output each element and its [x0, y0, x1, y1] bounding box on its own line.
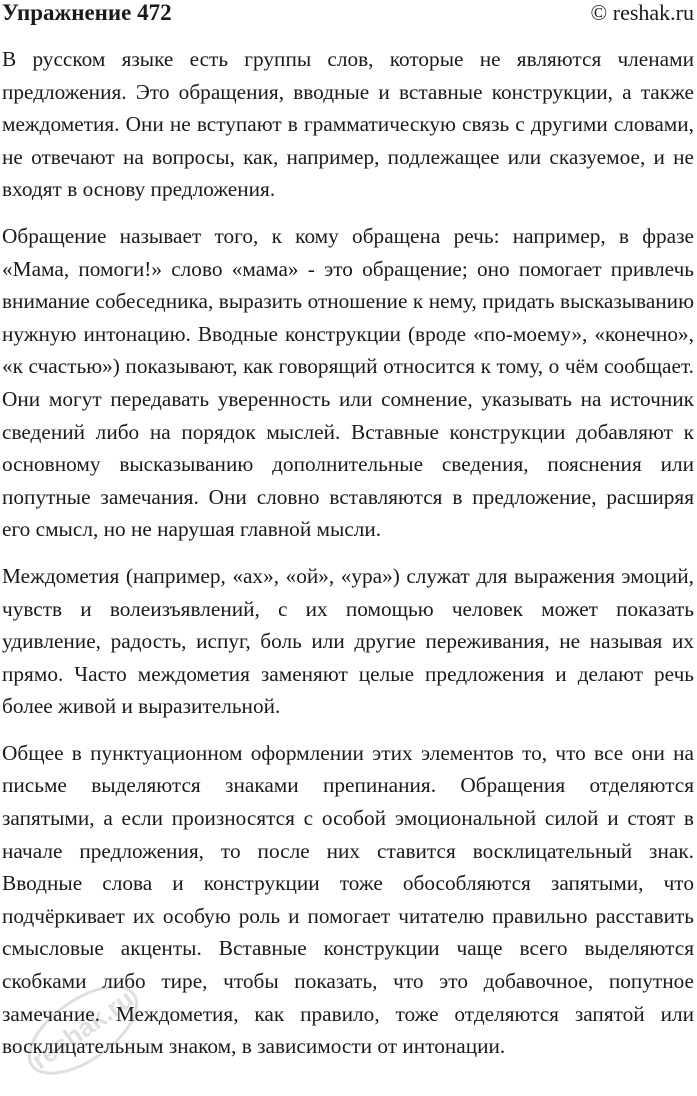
paragraph-4: Общее в пунктуационном оформлении этих элементов то, что все они на письме выделяются знаками препинания. Обращения отделяются запятыми, а если произносятся с особой эмоциональной силой и стоят в начале предложения, то после них ставится восклицательный знак. Вводные слова и конструкции тоже обособляются запятыми, что подчёркивает их особую роль и помогает читателю правильно расставить смысловые акценты. Вставные конструкции чаще всего выделяются скобками либо тире, чтобы показать, что это добавочное, попутное замечание. Междометия, как правило, тоже отделяются запятой или восклицательным знаком, в зависимости от интонации. [2, 740, 694, 1059]
paragraph-3: Междометия (например, «ах», «ой», «ура») служат для выражения эмоций, чувств и волеизъявлений, с их помощью человек может показать удивление, радость, испуг, боль или другие переживания, не называя их прямо. Часто междометия заменяют целые предложения и делают речь более живой и выразительной. [2, 563, 694, 719]
paragraph-2: Обращение называет того, к кому обращена речь: например, в фразе «Мама, помоги!» слово «мама» - это обращение; оно помогает привлечь внимание собеседника, выразить отношение к нему, придать высказыванию нужную интонацию. Вводные конструкции (вроде «по-моему», «конечно», «к счастью») показывают, как говорящий относится к тому, о чём сообщает. Они могут передавать уверенность или сомнение, указывать на источник сведений либо на порядок мыслей. Вставные конструкции добавляют к основному высказыванию дополнительные сведения, пояснения или попутные замечания. Они словно вставляются в предложение, расширяя его смысл, но не нарушая главной мысли. [2, 223, 694, 542]
paragraph-1: В русском языке есть группы слов, которые не являются членами предложения. Это обращения, вводные и вставные конструкции, а также междометия. Они не вступают в грамматическую связь с другими словами, не отвечают на вопросы, как, например, подлежащее или сказуемое, и не входят в основу предложения. [2, 47, 694, 202]
exercise-text [2, 43, 694, 1077]
copyright-label: © reshak.ru [590, 0, 694, 25]
exercise-title: Упражнение 472 [2, 0, 172, 25]
watermark-text: reshak.ru [25, 983, 139, 1076]
page-header [0, 0, 697, 34]
